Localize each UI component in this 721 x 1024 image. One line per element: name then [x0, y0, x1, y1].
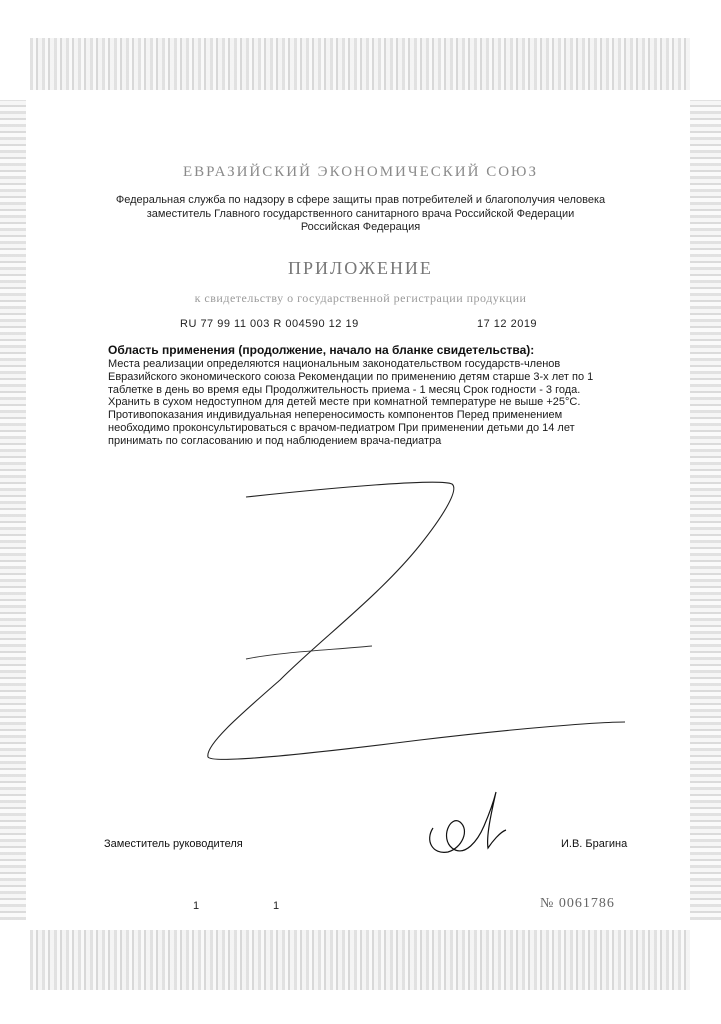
header-line-country: Российская Федерация [300, 221, 421, 233]
body-line: Противопоказания индивидуальная непереносимость компонентов Перед применением [108, 409, 563, 422]
footer-number-a: 1 [193, 900, 200, 912]
body-line: принимать по согласованию и под наблюдением врача-педиатра [108, 434, 442, 447]
body-line: Хранить в сухом недоступном для детей месте при комнатной температуре не выше +25°С. [108, 396, 581, 409]
appendix-title: ПРИЛОЖЕНИЕ [288, 258, 433, 278]
signatory-name: И.В. Брагина [561, 838, 628, 850]
union-title: ЕВРАЗИЙСКИЙ ЭКОНОМИЧЕСКИЙ СОЮЗ [183, 164, 538, 180]
body-line: таблетке в день во время еды Продолжительность приема - 1 месяц Срок годности - 3 года. [108, 383, 581, 396]
registration-number: RU 77 99 11 003 R 004590 12 19 [180, 318, 359, 330]
scope-heading: Область применения (продолжение, начало на бланке свидетельства): [108, 343, 535, 357]
appendix-subtitle: к свидетельству о государственной регистрации продукции [194, 291, 527, 305]
header-line-agency: Федеральная служба по надзору в сфере защиты прав потребителей и благополучия человека [115, 194, 606, 206]
registration-date: 17 12 2019 [477, 318, 538, 330]
serial-number: № 0061786 [540, 896, 615, 911]
body-line: Евразийского экономического союза Рекомендации по применению детям старше 3-х лет по 1 [108, 370, 594, 383]
footer-number-b: 1 [273, 900, 280, 912]
header-line-official: заместитель Главного государственного санитарного врача Российской Федерации [146, 208, 575, 220]
body-line: необходимо проконсультироваться с врачом-педиатром При применении детьми до 14 лет [108, 421, 575, 434]
body-line: Места реализации определяются национальным законодательством государств-членов [108, 358, 561, 370]
signature-stroke [430, 792, 506, 852]
signatory-title: Заместитель руководителя [104, 838, 243, 850]
